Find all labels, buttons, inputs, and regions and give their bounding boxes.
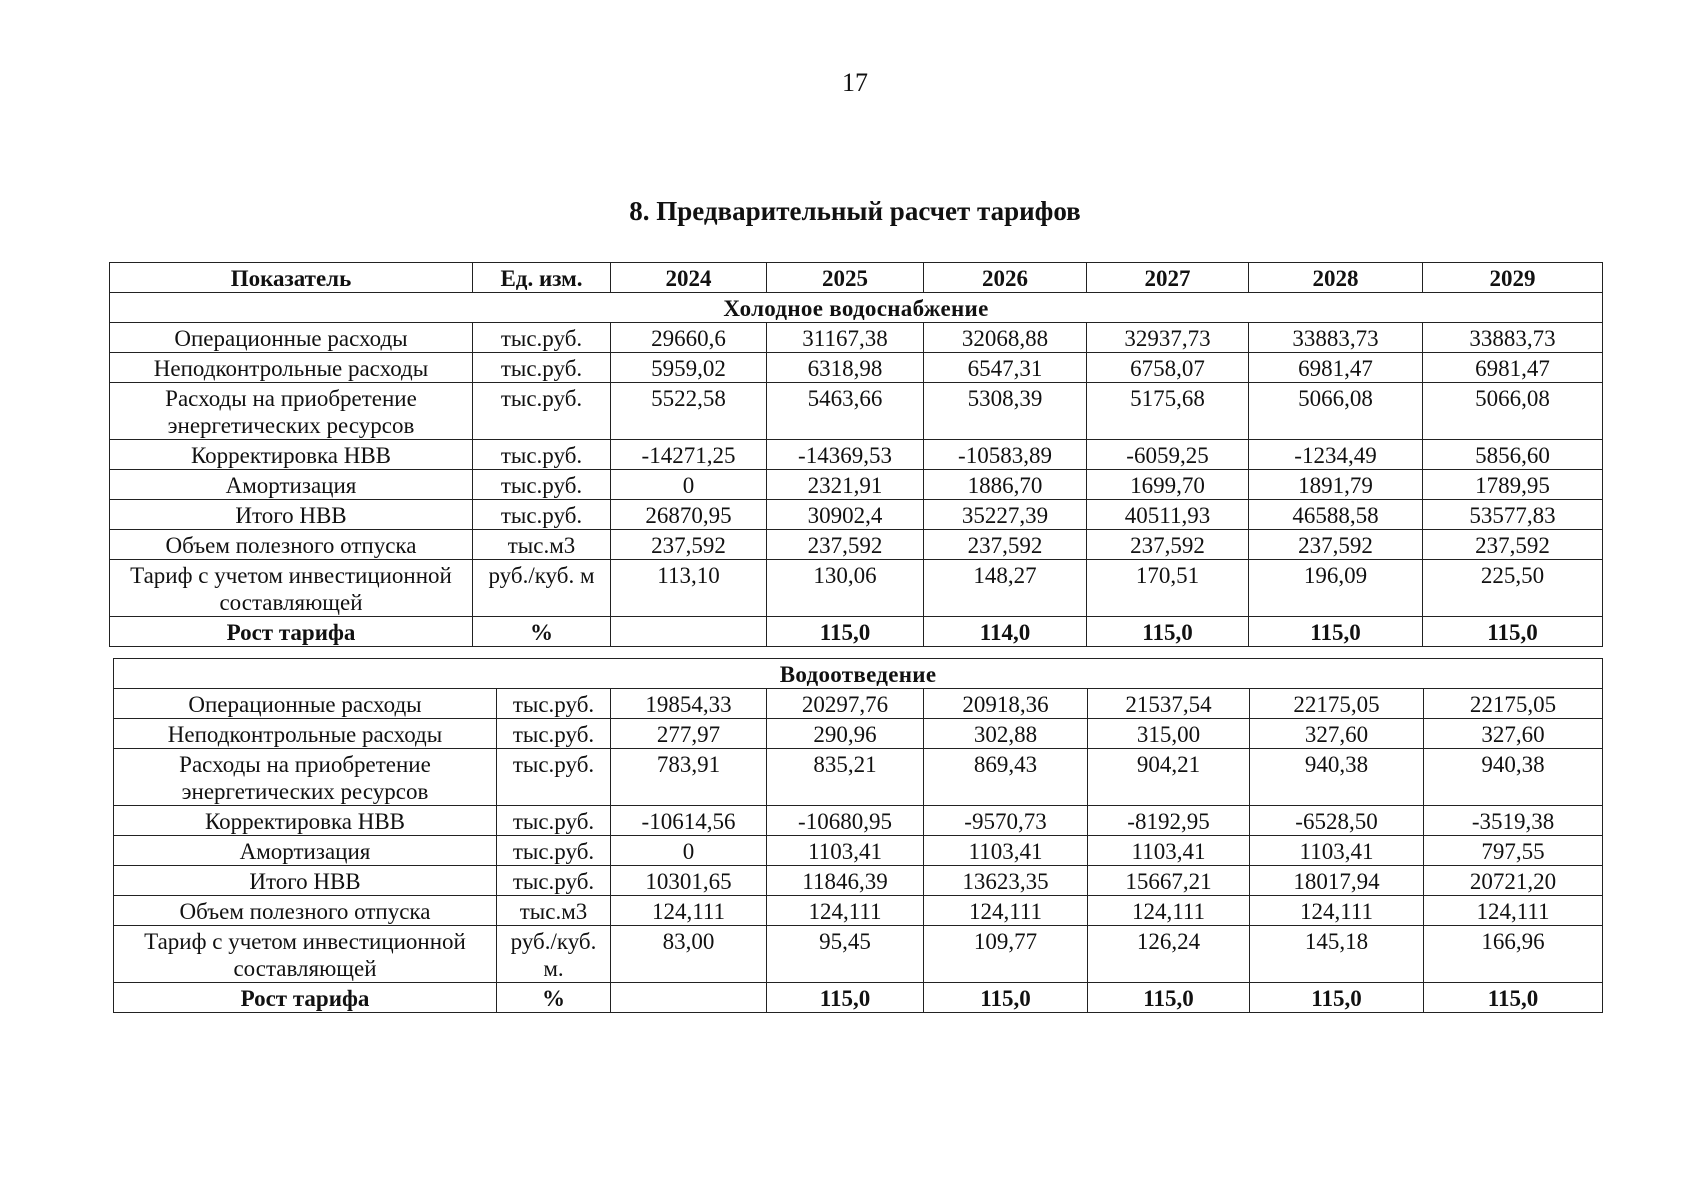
header-unit: Ед. изм.: [473, 263, 611, 293]
unit-cell: тыс.руб.: [497, 689, 611, 719]
value-cell: 115,0: [924, 983, 1088, 1013]
value-cell: 783,91: [611, 749, 767, 806]
value-cell: 940,38: [1424, 749, 1603, 806]
value-cell: 6981,47: [1249, 353, 1423, 383]
value-cell: 290,96: [767, 719, 924, 749]
value-cell: 1103,41: [1250, 836, 1424, 866]
header-year: 2029: [1423, 263, 1603, 293]
table-row: [114, 749, 1603, 806]
value-cell: 237,592: [767, 530, 924, 560]
unit-cell: тыс.руб.: [473, 353, 611, 383]
value-cell: 6758,07: [1087, 353, 1249, 383]
value-cell: 1103,41: [1088, 836, 1250, 866]
value-cell: 40511,93: [1087, 500, 1249, 530]
indicator-name-cell: Расходы на приобретение энергетических ресурсов: [110, 383, 473, 440]
value-cell: 20918,36: [924, 689, 1088, 719]
value-cell: 115,0: [1088, 983, 1250, 1013]
indicator-name-cell: Рост тарифа: [110, 617, 473, 647]
table-row: [110, 470, 1603, 500]
value-cell: -10583,89: [924, 440, 1087, 470]
unit-cell: тыс.руб.: [473, 470, 611, 500]
value-cell: 20297,76: [767, 689, 924, 719]
value-cell: 5066,08: [1423, 383, 1603, 440]
value-cell: 115,0: [1424, 983, 1603, 1013]
value-cell: 18017,94: [1250, 866, 1424, 896]
value-cell: 327,60: [1250, 719, 1424, 749]
value-cell: 1103,41: [924, 836, 1088, 866]
indicator-name-cell: Тариф с учетом инвестиционной составляющей: [110, 560, 473, 617]
unit-cell: тыс.руб.: [497, 749, 611, 806]
value-cell: 30902,4: [767, 500, 924, 530]
value-cell: 13623,35: [924, 866, 1088, 896]
value-cell: 83,00: [611, 926, 767, 983]
value-cell: 31167,38: [767, 323, 924, 353]
indicator-name-cell: Корректировка НВВ: [114, 806, 497, 836]
indicator-name-cell: Расходы на приобретение энергетических ресурсов: [114, 749, 497, 806]
value-cell: 1789,95: [1423, 470, 1603, 500]
value-cell: 1891,79: [1249, 470, 1423, 500]
value-cell: 148,27: [924, 560, 1087, 617]
value-cell: 237,592: [1249, 530, 1423, 560]
indicator-name-cell: Тариф с учетом инвестиционной составляющей: [114, 926, 497, 983]
header-year: 2025: [767, 263, 924, 293]
value-cell: -10680,95: [767, 806, 924, 836]
unit-cell: тыс.руб.: [497, 719, 611, 749]
value-cell: 5463,66: [767, 383, 924, 440]
value-cell: [611, 983, 767, 1013]
value-cell: -6059,25: [1087, 440, 1249, 470]
value-cell: 1103,41: [767, 836, 924, 866]
table-row: [110, 440, 1603, 470]
value-cell: 0: [611, 836, 767, 866]
header-year: 2028: [1249, 263, 1423, 293]
value-cell: 0: [611, 470, 767, 500]
value-cell: 115,0: [1249, 617, 1423, 647]
unit-cell: тыс.м3: [497, 896, 611, 926]
header-year: 2027: [1087, 263, 1249, 293]
value-cell: 237,592: [1423, 530, 1603, 560]
section-header-row: [114, 659, 1603, 689]
indicator-name-cell: Амортизация: [110, 470, 473, 500]
value-cell: 170,51: [1087, 560, 1249, 617]
value-cell: 327,60: [1424, 719, 1603, 749]
value-cell: 35227,39: [924, 500, 1087, 530]
value-cell: 22175,05: [1250, 689, 1424, 719]
table-row: [114, 926, 1603, 983]
value-cell: 29660,6: [611, 323, 767, 353]
table-row: [110, 500, 1603, 530]
value-cell: 869,43: [924, 749, 1088, 806]
value-cell: 5308,39: [924, 383, 1087, 440]
value-cell: 302,88: [924, 719, 1088, 749]
value-cell: -3519,38: [1424, 806, 1603, 836]
value-cell: 115,0: [767, 983, 924, 1013]
page-number: 17: [842, 68, 868, 97]
indicator-name-cell: Рост тарифа: [114, 983, 497, 1013]
unit-cell: руб./куб. м.: [497, 926, 611, 983]
value-cell: 124,111: [1424, 896, 1603, 926]
section-title-cold-water: Холодное водоснабжение: [110, 293, 1603, 323]
indicator-name-cell: Корректировка НВВ: [110, 440, 473, 470]
value-cell: 145,18: [1250, 926, 1424, 983]
value-cell: 797,55: [1424, 836, 1603, 866]
unit-cell: %: [473, 617, 611, 647]
value-cell: 2321,91: [767, 470, 924, 500]
value-cell: 33883,73: [1423, 323, 1603, 353]
value-cell: 46588,58: [1249, 500, 1423, 530]
value-cell: 10301,65: [611, 866, 767, 896]
document-title: 8. Предварительный расчет тарифов: [629, 196, 1081, 226]
value-cell: 940,38: [1250, 749, 1424, 806]
value-cell: 5066,08: [1249, 383, 1423, 440]
value-cell: 5175,68: [1087, 383, 1249, 440]
value-cell: -6528,50: [1250, 806, 1424, 836]
value-cell: 6547,31: [924, 353, 1087, 383]
value-cell: -14271,25: [611, 440, 767, 470]
unit-cell: тыс.руб.: [473, 383, 611, 440]
value-cell: 225,50: [1423, 560, 1603, 617]
value-cell: 124,111: [1088, 896, 1250, 926]
indicator-name-cell: Итого НВВ: [110, 500, 473, 530]
value-cell: 166,96: [1424, 926, 1603, 983]
value-cell: 115,0: [1087, 617, 1249, 647]
value-cell: 5959,02: [611, 353, 767, 383]
value-cell: 33883,73: [1249, 323, 1423, 353]
value-cell: 237,592: [924, 530, 1087, 560]
table-row: [114, 896, 1603, 926]
value-cell: -1234,49: [1249, 440, 1423, 470]
value-cell: 15667,21: [1088, 866, 1250, 896]
value-cell: 130,06: [767, 560, 924, 617]
value-cell: 196,09: [1249, 560, 1423, 617]
header-indicator: Показатель: [110, 263, 473, 293]
value-cell: 21537,54: [1088, 689, 1250, 719]
value-cell: 6318,98: [767, 353, 924, 383]
value-cell: 114,0: [924, 617, 1087, 647]
unit-cell: тыс.руб.: [497, 866, 611, 896]
value-cell: -10614,56: [611, 806, 767, 836]
value-cell: 109,77: [924, 926, 1088, 983]
value-cell: 19854,33: [611, 689, 767, 719]
unit-cell: руб./куб. м: [473, 560, 611, 617]
value-cell: 277,97: [611, 719, 767, 749]
value-cell: 20721,20: [1424, 866, 1603, 896]
table-row: [110, 323, 1603, 353]
value-cell: 115,0: [1250, 983, 1424, 1013]
value-cell: 315,00: [1088, 719, 1250, 749]
value-cell: 124,111: [767, 896, 924, 926]
value-cell: 53577,83: [1423, 500, 1603, 530]
tariff-table-cold-water: [109, 262, 1603, 647]
table-header-row: [110, 263, 1603, 293]
header-year: 2026: [924, 263, 1087, 293]
value-cell: 5522,58: [611, 383, 767, 440]
value-cell: -8192,95: [1088, 806, 1250, 836]
value-cell: 95,45: [767, 926, 924, 983]
table-row: [114, 806, 1603, 836]
value-cell: 22175,05: [1424, 689, 1603, 719]
value-cell: [611, 617, 767, 647]
value-cell: 6981,47: [1423, 353, 1603, 383]
indicator-name-cell: Итого НВВ: [114, 866, 497, 896]
value-cell: 1886,70: [924, 470, 1087, 500]
unit-cell: тыс.руб.: [473, 500, 611, 530]
table-row: [114, 836, 1603, 866]
indicator-name-cell: Операционные расходы: [114, 689, 497, 719]
unit-cell: тыс.м3: [473, 530, 611, 560]
value-cell: 124,111: [611, 896, 767, 926]
table-row: [114, 719, 1603, 749]
unit-cell: тыс.руб.: [473, 440, 611, 470]
indicator-name-cell: Неподконтрольные расходы: [110, 353, 473, 383]
value-cell: 237,592: [611, 530, 767, 560]
value-cell: 1699,70: [1087, 470, 1249, 500]
value-cell: 11846,39: [767, 866, 924, 896]
value-cell: 5856,60: [1423, 440, 1603, 470]
value-cell: 237,592: [1087, 530, 1249, 560]
indicator-name-cell: Амортизация: [114, 836, 497, 866]
unit-cell: %: [497, 983, 611, 1013]
indicator-name-cell: Операционные расходы: [110, 323, 473, 353]
value-cell: -14369,53: [767, 440, 924, 470]
value-cell: 835,21: [767, 749, 924, 806]
tariff-table-wastewater: [113, 658, 1603, 1013]
table-row: [114, 983, 1603, 1013]
value-cell: 115,0: [767, 617, 924, 647]
unit-cell: тыс.руб.: [473, 323, 611, 353]
indicator-name-cell: Объем полезного отпуска: [110, 530, 473, 560]
value-cell: 115,0: [1423, 617, 1603, 647]
value-cell: 32937,73: [1087, 323, 1249, 353]
value-cell: 113,10: [611, 560, 767, 617]
section-title-wastewater: Водоотведение: [114, 659, 1603, 689]
table-row: [110, 353, 1603, 383]
value-cell: 124,111: [1250, 896, 1424, 926]
value-cell: 32068,88: [924, 323, 1087, 353]
table-row: [110, 617, 1603, 647]
table-row: [114, 689, 1603, 719]
value-cell: 26870,95: [611, 500, 767, 530]
unit-cell: тыс.руб.: [497, 836, 611, 866]
unit-cell: тыс.руб.: [497, 806, 611, 836]
value-cell: 124,111: [924, 896, 1088, 926]
table-row: [110, 560, 1603, 617]
table-row: [110, 530, 1603, 560]
value-cell: 126,24: [1088, 926, 1250, 983]
indicator-name-cell: Объем полезного отпуска: [114, 896, 497, 926]
value-cell: 904,21: [1088, 749, 1250, 806]
table-row: [110, 383, 1603, 440]
header-year: 2024: [611, 263, 767, 293]
indicator-name-cell: Неподконтрольные расходы: [114, 719, 497, 749]
value-cell: -9570,73: [924, 806, 1088, 836]
table-row: [114, 866, 1603, 896]
section-header-row: [110, 293, 1603, 323]
